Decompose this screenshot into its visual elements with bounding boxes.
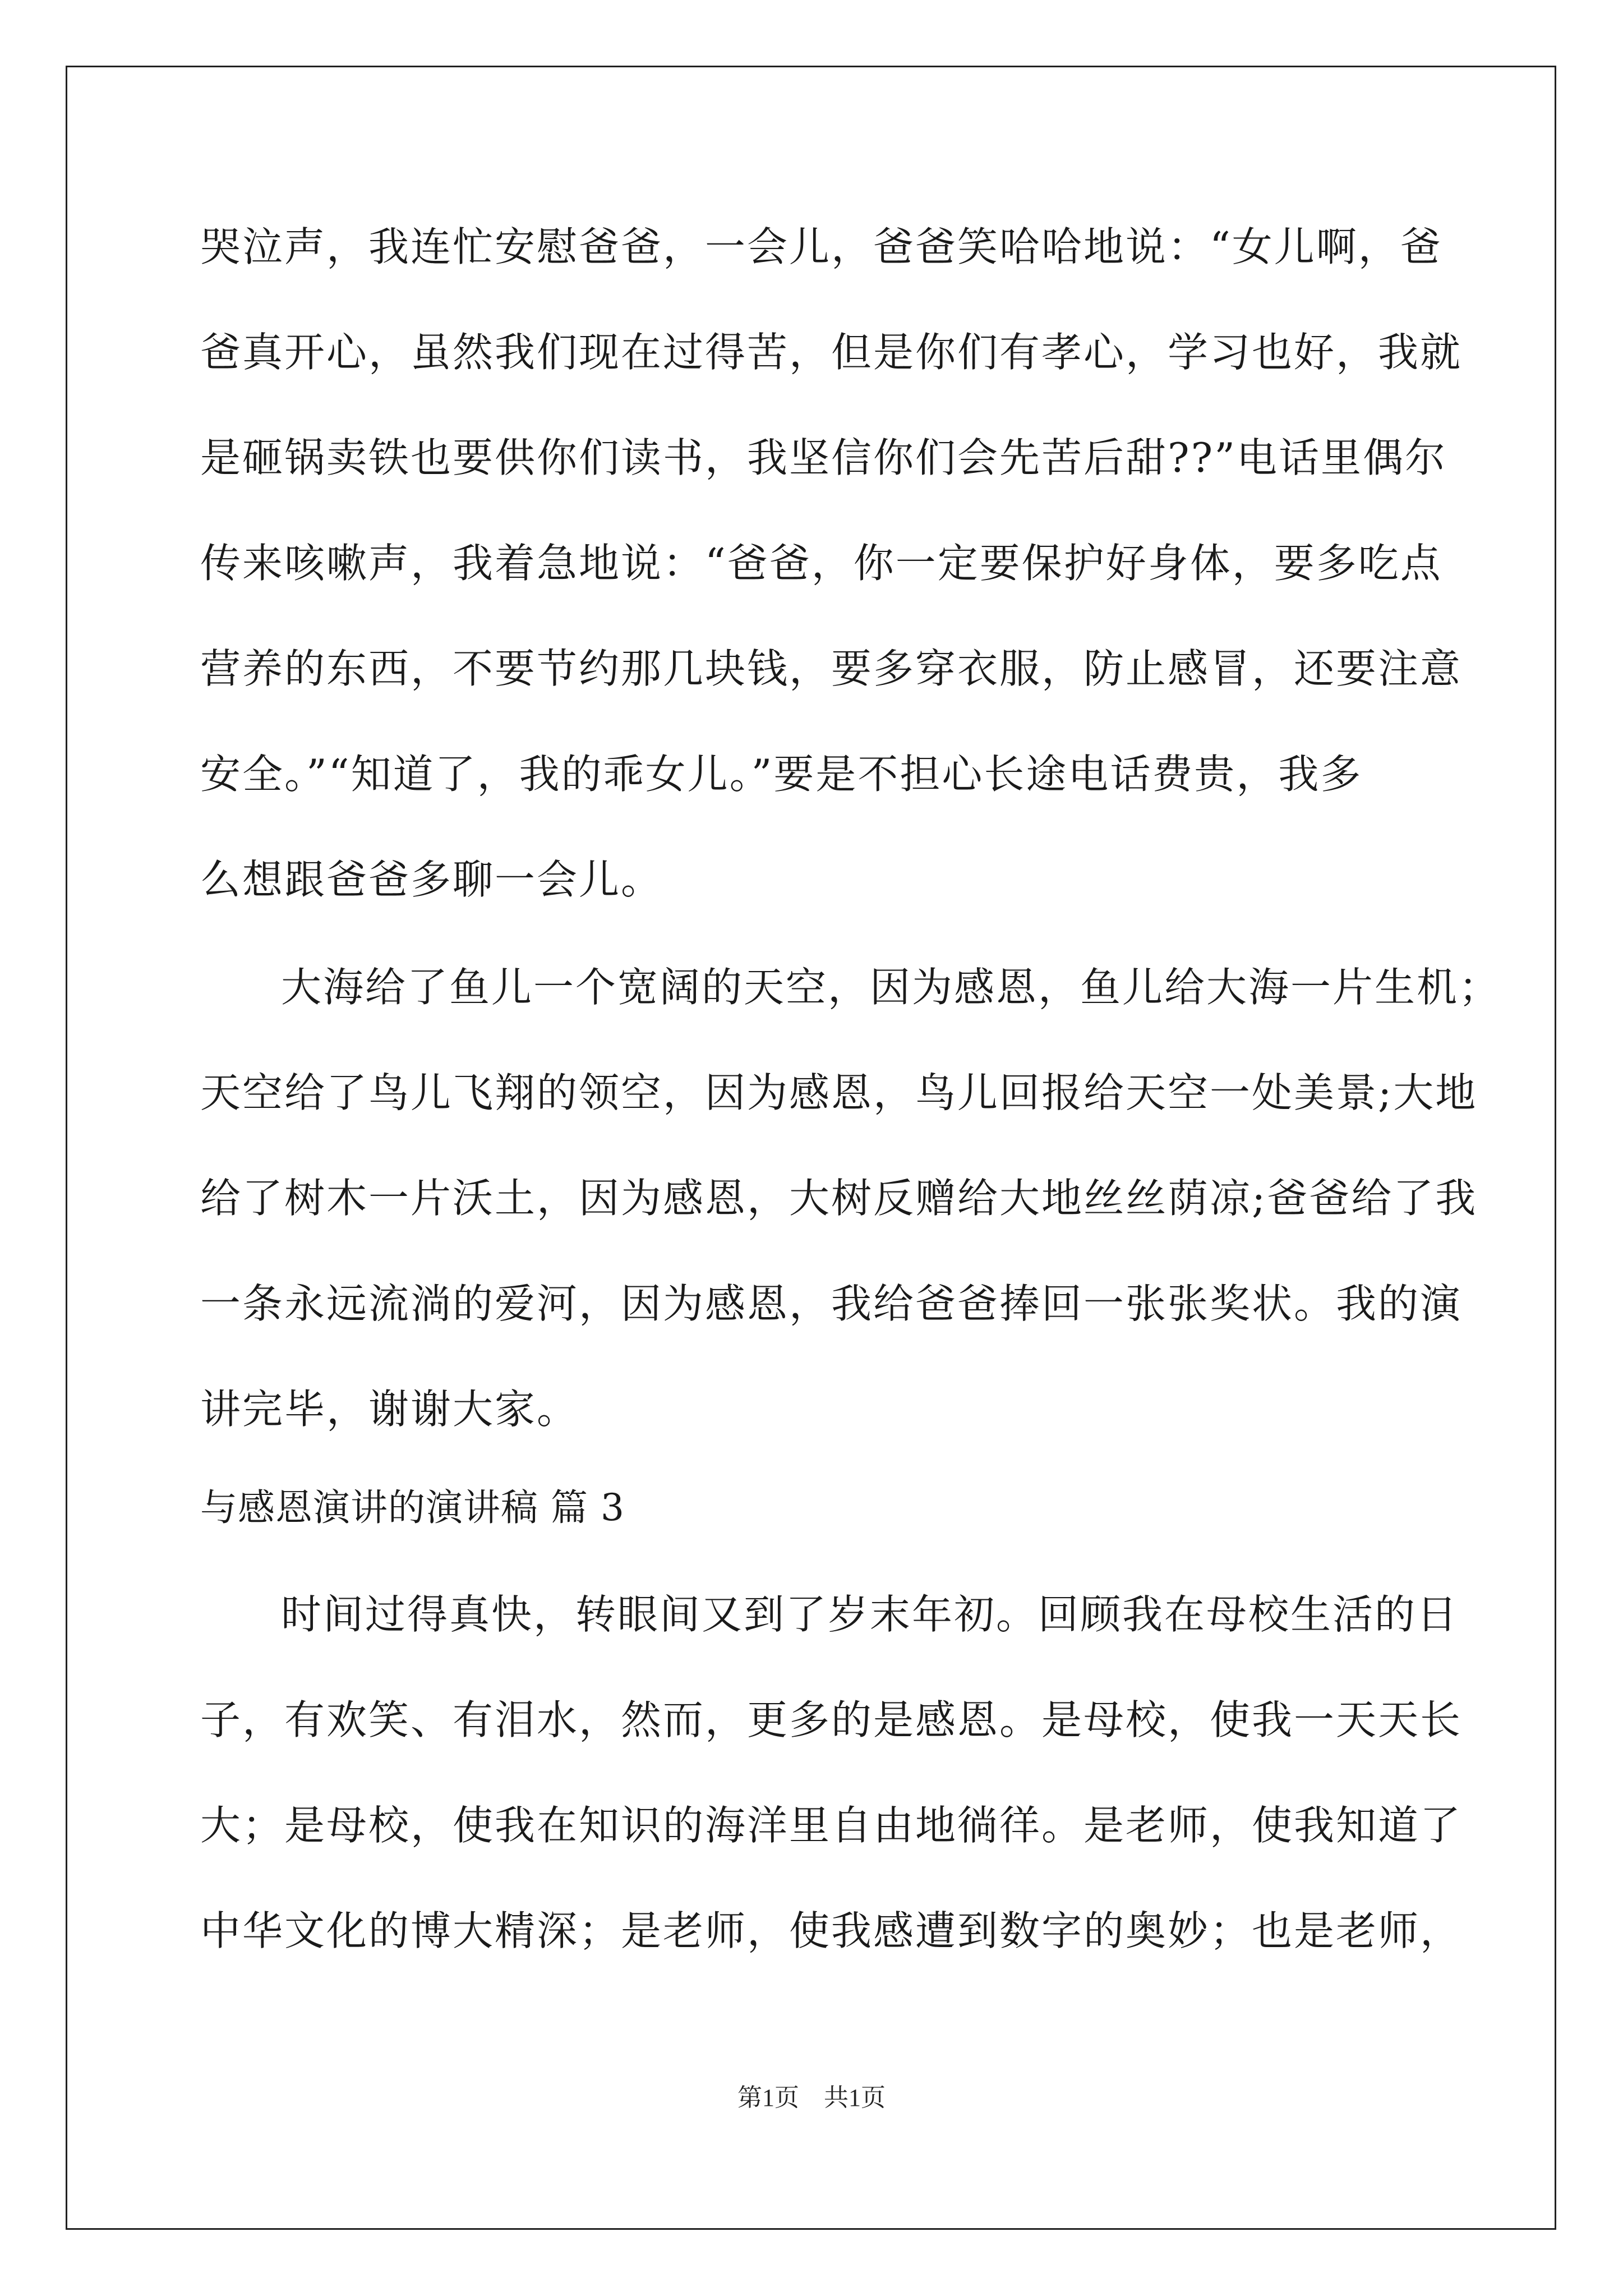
paragraph-line: 讲完毕，谢谢大家。 [200,1386,579,1433]
paragraph-line: 哭泣声，我连忙安慰爸爸，一会儿，爸爸笑哈哈地说：“女儿啊，爸 [200,223,1442,270]
page-footer: 第1页 共1页 [737,2084,886,2111]
paragraph-line: 安全。”“知道了，我的乖女儿。”要是不担心长途电话费贵，我多 [200,751,1363,798]
paragraph-line: 么想跟爸爸多聊一会儿。 [200,856,663,903]
paragraph-line: 给了树木一片沃土，因为感恩，大树反赠给大地丝丝荫凉;爸爸给了我 [200,1175,1478,1222]
paragraph-line: 爸真开心，虽然我们现在过得苦，但是你们有孝心，学习也好，我就 [200,329,1463,376]
paragraph-line: 中华文化的博大精深；是老师，使我感遭到数字的奥妙；也是老师， [200,1907,1463,1954]
section-heading: 与感恩演讲的演讲稿 篇 3 [200,1486,625,1529]
paragraph-line: 传来咳嗽声，我着急地说：“爸爸，你一定要保护好身体，要多吃点 [200,540,1442,587]
paragraph-line: 一条永远流淌的爱河，因为感恩，我给爸爸捧回一张张奖状。我的演 [200,1280,1463,1327]
paragraph-line: 大海给了鱼儿一个宽阔的天空，因为感恩，鱼儿给大海一片生机； [281,964,1501,1011]
paragraph-line: 时间过得真快，转眼间又到了岁末年初。回顾我在母校生活的日 [281,1591,1459,1638]
paragraph-line: 大；是母校，使我在知识的海洋里自由地徜徉。是老师，使我知道了 [200,1802,1463,1849]
paragraph-line: 天空给了鸟儿飞翔的领空，因为感恩，鸟儿回报给天空一处美景;大地 [200,1069,1478,1116]
paragraph-line: 营养的东西，不要节约那几块钱，要多穿衣服，防止感冒，还要注意 [200,645,1463,692]
paragraph-line: 是砸锅卖铁也要供你们读书，我坚信你们会先苦后甜??”电话里偶尔 [200,434,1447,481]
paragraph-line: 子，有欢笑、有泪水，然而，更多的是感恩。是母校，使我一天天长 [200,1696,1463,1743]
